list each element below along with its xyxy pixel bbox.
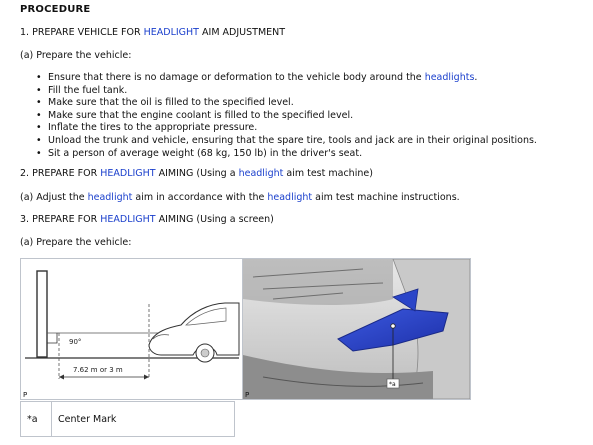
step-3-title [20, 214, 274, 225]
corner-mark: P [245, 391, 250, 399]
aiming-diagram-svg [21, 259, 243, 399]
bullet-text: Ensure that there is no damage or deformation to the vehicle body around the [48, 72, 425, 83]
front-wheel-hub [201, 349, 209, 357]
step-1a-text: (a) Prepare the vehicle: [20, 50, 132, 61]
engine-bay [243, 259, 393, 305]
list-item [36, 122, 537, 135]
step-3-pre: 3. PREPARE FOR [20, 214, 101, 225]
center-mark-dot [391, 324, 395, 328]
corner-mark: P [23, 391, 28, 399]
list-item [36, 85, 537, 98]
headlight-link[interactable]: headlight [238, 168, 284, 179]
headlight-link[interactable]: HEADLIGHT [100, 168, 156, 179]
step-2-mid: AIMING (Using a [155, 168, 239, 179]
list-item [36, 110, 537, 123]
step-2a-post: aim test machine instructions. [312, 192, 460, 203]
right-angle-mark [47, 333, 57, 343]
headlight-link[interactable]: HEADLIGHT [100, 214, 156, 225]
step-2-title [20, 168, 373, 179]
table-row [21, 402, 235, 437]
step-2a-pre: (a) Adjust the [20, 192, 88, 203]
headlight-link[interactable]: headlight [267, 192, 313, 203]
bullet-text: Fill the fuel tank. [48, 84, 128, 96]
step-1-post: AIM ADJUSTMENT [199, 27, 286, 38]
headlight-link[interactable]: HEADLIGHT [143, 27, 199, 38]
bullet-text: Unload the trunk and vehicle, ensuring that the spare tire, tools and jack are in their original positions. [48, 134, 537, 146]
legend-key: *a [21, 402, 52, 437]
aiming-distance-diagram [20, 258, 244, 400]
callout-label: *a [389, 381, 396, 388]
preparation-checklist [36, 72, 537, 160]
bullet-text-end: . [474, 72, 478, 83]
bullet-text: Sit a person of average weight (68 kg, 150 lb) in the driver's seat. [48, 147, 363, 159]
step-2-post: aim test machine) [283, 168, 373, 179]
step-2a-text [20, 192, 460, 203]
list-item [36, 97, 537, 110]
step-3a-text: (a) Prepare the vehicle: [20, 237, 132, 248]
list-item [36, 135, 537, 148]
legend-table [20, 401, 235, 437]
screen-wall [37, 271, 47, 357]
bullet-text: Inflate the tires to the appropriate pressure. [48, 122, 258, 134]
step-1-pre: 1. PREPARE VEHICLE FOR [20, 27, 144, 38]
step-1-title [20, 27, 285, 38]
distance-label: 7.62 m or 3 m [73, 366, 123, 374]
bullet-text: Make sure that the engine coolant is filled to the specified level. [48, 109, 354, 121]
headlight-link[interactable]: headlight [87, 192, 133, 203]
step-3-post: AIMING (Using a screen) [155, 214, 274, 225]
angle-label: 90° [69, 338, 82, 346]
legend-value: Center Mark [52, 402, 235, 437]
list-item [36, 72, 537, 85]
step-2a-mid: aim in accordance with the [132, 192, 268, 203]
list-item [36, 148, 537, 161]
headlight-illustration-svg [243, 259, 470, 399]
step-2-pre: 2. PREPARE FOR [20, 168, 101, 179]
headlights-link[interactable]: headlights [424, 72, 475, 83]
page-heading: PROCEDURE [20, 4, 91, 15]
bullet-text: Make sure that the oil is filled to the specified level. [48, 97, 294, 109]
headlight-center-mark-illustration [242, 258, 471, 400]
